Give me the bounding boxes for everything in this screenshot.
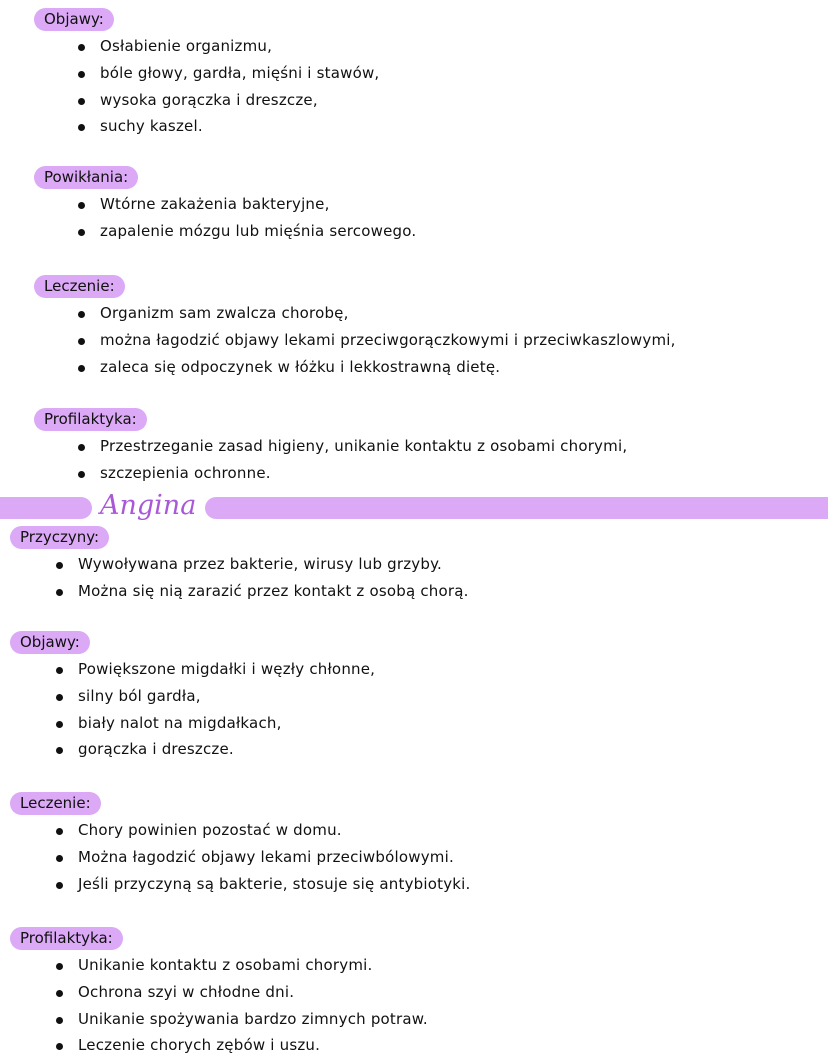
banner-bar-left — [0, 497, 92, 519]
bullet-list — [100, 433, 627, 487]
list-item: biały nalot na migdałkach, — [78, 710, 375, 737]
list-item: wysoka gorączka i dreszcze, — [100, 87, 379, 114]
bullet-list — [78, 656, 375, 763]
list-item: zapalenie mózgu lub mięśnia sercowego. — [100, 218, 416, 245]
section-heading: Objawy: — [10, 631, 90, 654]
list-item: Przestrzeganie zasad higieny, unikanie kontaktu z osobami chorymi, — [100, 433, 627, 460]
list-item: Powiększone migdałki i węzły chłonne, — [78, 656, 375, 683]
list-item: zaleca się odpoczynek w łóżku i lekkostrawną dietę. — [100, 354, 676, 381]
bullet-list — [100, 300, 676, 380]
list-item: Wtórne zakażenia bakteryjne, — [100, 191, 416, 218]
list-item: gorączka i dreszcze. — [78, 736, 375, 763]
list-item: Organizm sam zwalcza chorobę, — [100, 300, 676, 327]
section-heading: Profilaktyka: — [10, 927, 123, 950]
list-item: Unikanie kontaktu z osobami chorymi. — [78, 952, 428, 979]
section-banner — [0, 490, 828, 522]
bullet-list — [100, 33, 379, 140]
section-heading: Leczenie: — [34, 275, 125, 298]
list-item: Ochrona szyi w chłodne dni. — [78, 979, 428, 1006]
list-item: bóle głowy, gardła, mięśni i stawów, — [100, 60, 379, 87]
bullet-list — [100, 191, 416, 245]
list-item: można łagodzić objawy lekami przeciwgorączkowymi i przeciwkaszlowymi, — [100, 327, 676, 354]
banner-title: Angina — [100, 490, 197, 521]
banner-bar-right — [205, 497, 828, 519]
bullet-list — [78, 817, 471, 897]
list-item: szczepienia ochronne. — [100, 460, 627, 487]
list-item: Chory powinien pozostać w domu. — [78, 817, 471, 844]
section-heading: Powikłania: — [34, 166, 138, 189]
list-item: suchy kaszel. — [100, 113, 379, 140]
list-item: Leczenie chorych zębów i uszu. — [78, 1032, 428, 1059]
list-item: Unikanie spożywania bardzo zimnych potraw. — [78, 1006, 428, 1033]
section-heading: Leczenie: — [10, 792, 101, 815]
section-heading: Profilaktyka: — [34, 408, 147, 431]
section-heading: Objawy: — [34, 8, 114, 31]
bullet-list — [78, 551, 469, 605]
list-item: Jeśli przyczyną są bakterie, stosuje się antybiotyki. — [78, 871, 471, 898]
list-item: Można się nią zarazić przez kontakt z osobą chorą. — [78, 578, 469, 605]
section-heading: Przyczyny: — [10, 526, 109, 549]
list-item: Osłabienie organizmu, — [100, 33, 379, 60]
list-item: Wywoływana przez bakterie, wirusy lub grzyby. — [78, 551, 469, 578]
list-item: Można łagodzić objawy lekami przeciwbólowymi. — [78, 844, 471, 871]
list-item: silny ból gardła, — [78, 683, 375, 710]
bullet-list — [78, 952, 428, 1059]
